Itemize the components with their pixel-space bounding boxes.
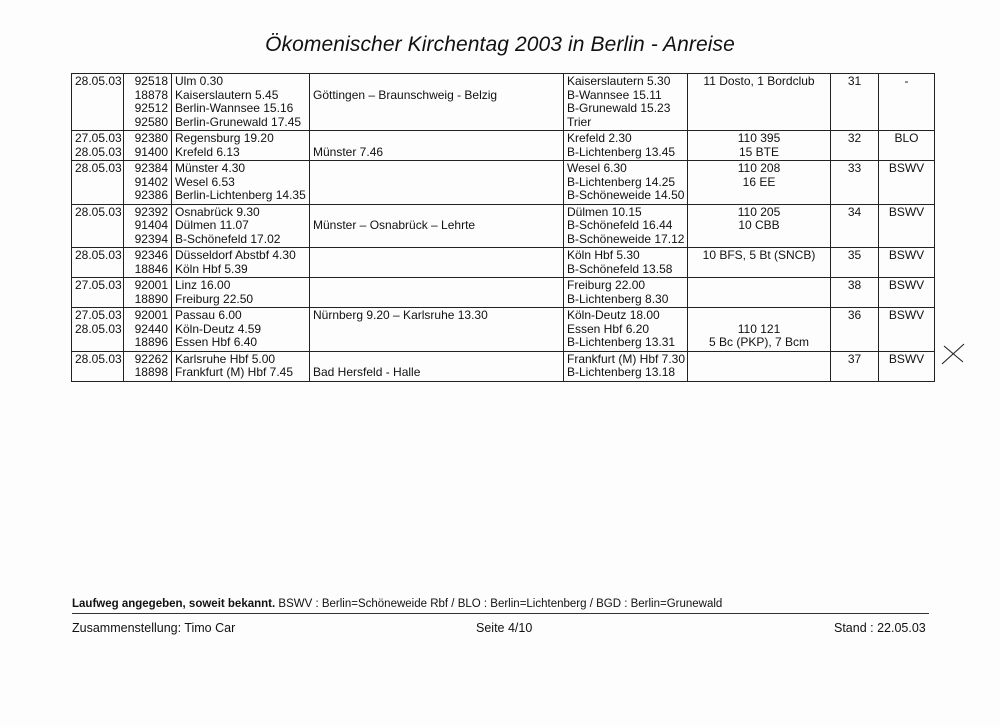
train-number-cell xyxy=(124,308,172,352)
train-number-line: 92518 xyxy=(134,74,168,88)
route-line: Ulm 0.30 xyxy=(175,74,224,88)
date-cell xyxy=(72,308,124,352)
station-cell xyxy=(879,131,935,161)
destination-line: Krefeld 2.30 xyxy=(567,131,632,145)
via-cell xyxy=(310,161,564,205)
destination-line: Frankfurt (M) Hbf 7.30 xyxy=(567,351,686,366)
consist-cell xyxy=(688,278,831,308)
destination-line: B-Schönefeld 13.58 xyxy=(567,261,673,276)
consist-line: 10 BFS, 5 Bt (SNCB) xyxy=(702,248,816,262)
date-line: 28.05.03 xyxy=(75,248,122,262)
route-cell xyxy=(172,131,310,161)
route-line: Münster 4.30 xyxy=(175,161,246,175)
table-row xyxy=(72,351,935,381)
number-cell xyxy=(831,131,879,161)
train-number-cell xyxy=(124,161,172,205)
table-row xyxy=(72,204,935,248)
via-line: Münster – Osnabrück – Lehrte xyxy=(313,218,476,232)
date-line: 27.05.03 xyxy=(75,308,122,322)
date-cell xyxy=(72,131,124,161)
route-line: Frankfurt (M) Hbf 7.45 xyxy=(175,365,294,379)
station-value: BSWV xyxy=(888,351,925,366)
via-cell xyxy=(310,74,564,131)
train-number-line: 18878 xyxy=(134,87,168,102)
destination-line: Kaiserslautern 5.30 xyxy=(567,74,671,88)
train-number-line: 92440 xyxy=(134,321,168,336)
destination-line: B-Lichtenberg 13.18 xyxy=(567,365,676,379)
train-number-line: 92001 xyxy=(134,278,168,292)
consist-cell xyxy=(688,131,831,161)
train-number-cell xyxy=(124,204,172,248)
station-cell xyxy=(879,278,935,308)
destination-line: B-Schöneweide 17.12 xyxy=(567,231,685,246)
consist-line: 11 Dosto, 1 Bordclub xyxy=(703,74,815,88)
consist-line: 110 205 xyxy=(737,204,781,219)
via-line xyxy=(313,75,560,89)
destination-line: B-Schöneweide 14.50 xyxy=(567,188,685,202)
via-cell xyxy=(310,204,564,248)
train-number-cell xyxy=(124,278,172,308)
via-cell xyxy=(310,351,564,381)
destination-cell xyxy=(564,74,688,131)
route-cell xyxy=(172,248,310,278)
number-cell xyxy=(831,204,879,248)
date-cell xyxy=(72,204,124,248)
route-cell xyxy=(172,74,310,131)
number-value: 35 xyxy=(847,248,862,262)
route-line: Köln Hbf 5.39 xyxy=(175,261,248,276)
via-cell xyxy=(310,278,564,308)
route-line: Berlin-Wannsee 15.16 xyxy=(175,101,294,115)
route-line: Linz 16.00 xyxy=(175,278,231,292)
train-number-line: 92394 xyxy=(134,231,168,246)
date-cell xyxy=(72,161,124,205)
consist-cell xyxy=(688,308,831,352)
number-cell xyxy=(831,278,879,308)
route-line: Dülmen 11.07 xyxy=(175,218,249,232)
consist-line: 110 121 xyxy=(737,321,781,336)
route-cell xyxy=(172,278,310,308)
number-cell xyxy=(831,308,879,352)
train-number-line: 92001 xyxy=(134,308,168,322)
via-cell xyxy=(310,248,564,278)
train-number-line: 92380 xyxy=(134,131,168,145)
station-value: BSWV xyxy=(888,248,925,262)
destination-line: Freiburg 22.00 xyxy=(567,278,646,292)
number-cell xyxy=(831,161,879,205)
route-line: Düsseldorf Abstbf 4.30 xyxy=(175,248,296,262)
train-number-line: 18898 xyxy=(134,365,168,379)
destination-line: Köln-Deutz 18.00 xyxy=(567,308,660,322)
consist-line: 110 395 xyxy=(737,131,781,145)
station-value: - xyxy=(904,74,909,88)
train-number-line: 18846 xyxy=(134,261,168,276)
route-line: Osnabrück 9.30 xyxy=(175,204,260,219)
train-number-cell xyxy=(124,351,172,381)
destination-cell xyxy=(564,248,688,278)
number-value: 33 xyxy=(847,161,862,175)
date-line: 27.05.03 xyxy=(75,278,122,292)
date-line: 28.05.03 xyxy=(75,204,122,219)
footer-author: Zusammenstellung: Timo Car xyxy=(72,621,236,635)
footer-date: Stand : 22.05.03 xyxy=(834,621,926,635)
consist-line: 16 EE xyxy=(742,174,776,189)
via-line: Bad Hersfeld - Halle xyxy=(313,365,421,379)
station-cell xyxy=(879,351,935,381)
train-number-line: 92392 xyxy=(134,204,168,219)
destination-cell xyxy=(564,204,688,248)
destination-line: B-Lichtenberg 13.45 xyxy=(567,144,676,159)
route-line: Berlin-Lichtenberg 14.35 xyxy=(175,188,306,202)
route-line: Berlin-Grunewald 17.45 xyxy=(175,114,302,129)
date-line: 28.05.03 xyxy=(75,161,122,175)
destination-line: Köln Hbf 5.30 xyxy=(567,248,640,262)
destination-line: B-Lichtenberg 8.30 xyxy=(567,291,669,306)
consist-cell xyxy=(688,74,831,131)
route-line: Köln-Deutz 4.59 xyxy=(175,321,262,336)
number-cell xyxy=(831,248,879,278)
via-line xyxy=(313,206,560,220)
consist-line: 5 Bc (PKP), 7 Bcm xyxy=(708,335,810,349)
route-line: Kaiserslautern 5.45 xyxy=(175,87,279,102)
destination-line: Essen Hbf 6.20 xyxy=(567,321,650,336)
destination-cell xyxy=(564,161,688,205)
route-cell xyxy=(172,161,310,205)
train-number-line: 18896 xyxy=(134,335,168,349)
legend-note: Laufweg angegeben, soweit bekannt. BSWV : Berlin=Schöneweide Rbf / BLO : Berlin=Lichtenberg / BGD : Berlin=Grunewald xyxy=(72,598,723,610)
consist-line: 10 CBB xyxy=(738,218,780,232)
number-value: 32 xyxy=(847,131,862,145)
route-cell xyxy=(172,351,310,381)
route-line: Wesel 6.53 xyxy=(175,174,235,189)
station-cell xyxy=(879,248,935,278)
date-line: 28.05.03 xyxy=(75,321,122,336)
table-row xyxy=(72,278,935,308)
train-number-line: 18890 xyxy=(134,291,168,306)
station-cell xyxy=(879,161,935,205)
train-number-line: 92262 xyxy=(134,351,168,366)
page-title: Ökomenischer Kirchentag 2003 in Berlin - Anreise xyxy=(265,33,735,56)
date-line: 28.05.03 xyxy=(75,351,122,366)
route-cell xyxy=(172,308,310,352)
train-number-line: 92386 xyxy=(134,188,168,202)
number-cell xyxy=(831,351,879,381)
destination-line: Wesel 6.30 xyxy=(567,161,627,175)
via-cell xyxy=(310,308,564,352)
station-value: BSWV xyxy=(888,278,925,292)
consist-line: 110 208 xyxy=(737,161,781,175)
destination-line: Trier xyxy=(567,114,592,129)
route-line: Regensburg 19.20 xyxy=(175,131,274,145)
via-cell xyxy=(310,131,564,161)
destination-line: B-Schönefeld 16.44 xyxy=(567,218,673,232)
schedule-table xyxy=(71,73,935,382)
table-row xyxy=(72,131,935,161)
consist-cell xyxy=(688,204,831,248)
train-number-line: 91402 xyxy=(134,174,168,189)
via-line xyxy=(313,353,560,367)
table-row xyxy=(72,248,935,278)
route-line: B-Schönefeld 17.02 xyxy=(175,231,281,246)
consist-cell xyxy=(688,248,831,278)
train-number-line: 92346 xyxy=(134,248,168,262)
consist-cell xyxy=(688,161,831,205)
via-line: Nürnberg 9.20 – Karlsruhe 13.30 xyxy=(313,308,488,322)
train-number-line: 91400 xyxy=(134,144,168,159)
via-line: Göttingen – Braunschweig - Belzig xyxy=(313,87,498,102)
date-cell xyxy=(72,74,124,131)
train-number-cell xyxy=(124,74,172,131)
via-line xyxy=(313,132,560,146)
station-value: BSWV xyxy=(888,161,925,175)
via-line: Münster 7.46 xyxy=(313,144,384,159)
train-number-cell xyxy=(124,131,172,161)
train-number-line: 92580 xyxy=(134,114,168,129)
station-value: BLO xyxy=(894,131,919,145)
route-cell xyxy=(172,204,310,248)
destination-line: B-Wannsee 15.11 xyxy=(567,87,662,102)
number-value: 31 xyxy=(847,74,862,88)
destination-line: Dülmen 10.15 xyxy=(567,204,642,219)
footer-divider xyxy=(72,613,929,614)
date-line: 28.05.03 xyxy=(75,74,122,88)
destination-line: B-Grunewald 15.23 xyxy=(567,101,671,115)
station-cell xyxy=(879,204,935,248)
table-row xyxy=(72,308,935,352)
number-value: 34 xyxy=(847,204,862,219)
consist-line xyxy=(691,309,827,323)
date-line: 27.05.03 xyxy=(75,131,122,145)
number-value: 37 xyxy=(847,351,862,366)
route-line: Krefeld 6.13 xyxy=(175,144,240,159)
x-mark-icon xyxy=(940,340,966,366)
destination-cell xyxy=(564,131,688,161)
destination-cell xyxy=(564,351,688,381)
destination-line: B-Lichtenberg 14.25 xyxy=(567,174,676,189)
table-row xyxy=(72,161,935,205)
route-line: Karlsruhe Hbf 5.00 xyxy=(175,351,276,366)
route-line: Essen Hbf 6.40 xyxy=(175,335,258,349)
station-cell xyxy=(879,74,935,131)
destination-cell xyxy=(564,278,688,308)
consist-cell xyxy=(688,351,831,381)
number-value: 38 xyxy=(847,278,862,292)
destination-line: B-Lichtenberg 13.31 xyxy=(567,335,676,349)
table-row xyxy=(72,74,935,131)
train-number-cell xyxy=(124,248,172,278)
date-cell xyxy=(72,351,124,381)
number-value: 36 xyxy=(847,308,862,322)
destination-cell xyxy=(564,308,688,352)
station-cell xyxy=(879,308,935,352)
route-line: Passau 6.00 xyxy=(175,308,242,322)
station-value: BSWV xyxy=(888,204,925,219)
date-line: 28.05.03 xyxy=(75,144,122,159)
date-cell xyxy=(72,248,124,278)
footer-page: Seite 4/10 xyxy=(476,621,533,635)
train-number-line: 92512 xyxy=(134,101,168,115)
train-number-line: 91404 xyxy=(134,218,168,232)
date-cell xyxy=(72,278,124,308)
number-cell xyxy=(831,74,879,131)
station-value: BSWV xyxy=(888,308,925,322)
route-line: Freiburg 22.50 xyxy=(175,291,254,306)
train-number-line: 92384 xyxy=(134,161,168,175)
consist-line: 15 BTE xyxy=(738,144,780,159)
